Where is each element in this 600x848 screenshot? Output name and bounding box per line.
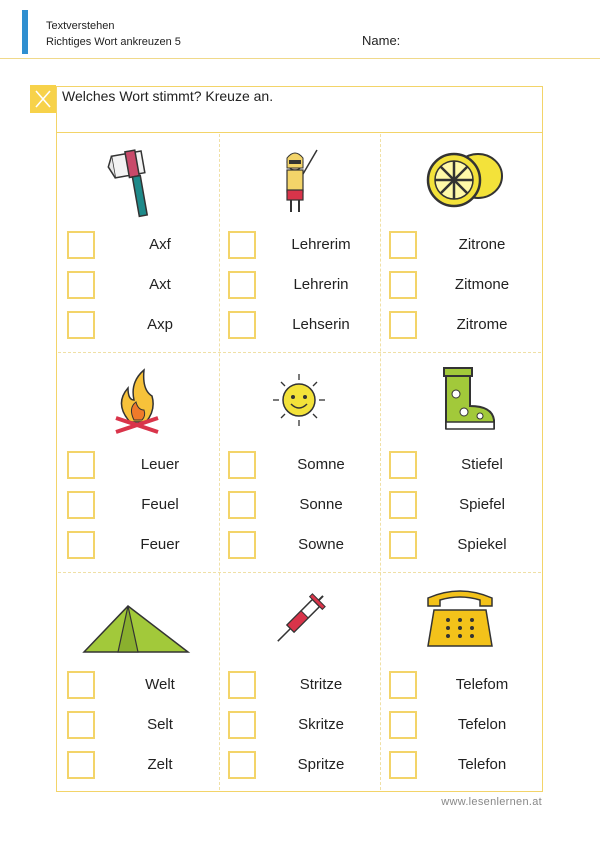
answer-word: Axp [147, 316, 173, 333]
answer-option [58, 531, 219, 561]
word-cell [380, 354, 541, 572]
footer-website: www.lesenlernen.at [441, 796, 542, 808]
answer-word: Axt [149, 276, 171, 293]
telephone-icon [380, 580, 541, 660]
answer-checkbox[interactable] [67, 711, 95, 739]
answer-checkbox[interactable] [67, 311, 95, 339]
answer-checkbox[interactable] [228, 231, 256, 259]
word-cell [58, 134, 219, 352]
word-cell [219, 354, 380, 572]
answer-checkbox[interactable] [389, 271, 417, 299]
answer-option [58, 311, 219, 341]
answer-word: Skritze [298, 716, 344, 733]
answer-word: Spritze [297, 756, 345, 773]
answer-checkbox[interactable] [389, 531, 417, 559]
answer-checkbox[interactable] [67, 231, 95, 259]
answer-option [219, 271, 380, 301]
answer-option [380, 671, 541, 701]
answer-option [380, 711, 541, 741]
sun-icon [219, 360, 380, 440]
word-cell [380, 574, 541, 792]
answer-checkbox[interactable] [389, 451, 417, 479]
word-cell [219, 134, 380, 352]
answer-option [58, 671, 219, 701]
answer-word: Lehserin [292, 316, 350, 333]
answer-word: Sowne [298, 536, 344, 553]
answer-word: Stiefel [461, 456, 503, 473]
answer-word: Axf [149, 236, 171, 253]
answer-option [58, 451, 219, 481]
answer-checkbox[interactable] [228, 671, 256, 699]
answer-word: Lehrerin [293, 276, 349, 293]
answer-checkbox[interactable] [228, 451, 256, 479]
answer-checkbox[interactable] [389, 311, 417, 339]
answer-option [380, 491, 541, 521]
answer-checkbox[interactable] [389, 751, 417, 779]
header-divider [0, 58, 600, 59]
worksheet-title: Richtiges Wort ankreuzen 5 [46, 36, 181, 48]
answer-word: Stritze [299, 676, 343, 693]
answer-option [58, 491, 219, 521]
answer-checkbox[interactable] [228, 271, 256, 299]
answer-checkbox[interactable] [67, 531, 95, 559]
answer-option [380, 271, 541, 301]
answer-option [219, 711, 380, 741]
answer-checkbox[interactable] [67, 671, 95, 699]
answer-option [58, 751, 219, 781]
answer-word: Feuer [140, 536, 180, 553]
answer-checkbox[interactable] [228, 491, 256, 519]
answer-checkbox[interactable] [67, 451, 95, 479]
answer-word: Spiefel [459, 496, 505, 513]
answer-checkbox[interactable] [228, 751, 256, 779]
answer-checkbox[interactable] [67, 751, 95, 779]
answer-option [380, 751, 541, 781]
answer-option [58, 231, 219, 261]
answer-checkbox[interactable] [67, 271, 95, 299]
answer-word: Zitrome [456, 316, 508, 333]
axe-icon [58, 140, 219, 220]
answer-option [380, 231, 541, 261]
answer-word: Leuer [140, 456, 180, 473]
answer-word: Somne [297, 456, 345, 473]
answer-option [219, 231, 380, 261]
name-label: Name: [362, 33, 401, 48]
answer-option [219, 451, 380, 481]
answer-option [380, 311, 541, 341]
answer-word: Lehrerim [291, 236, 351, 253]
teacher-icon [219, 140, 380, 220]
answer-option [219, 531, 380, 561]
answer-checkbox[interactable] [228, 531, 256, 559]
answer-option [58, 711, 219, 741]
answer-word: Feuel [141, 496, 179, 513]
word-cell [58, 574, 219, 792]
answer-option [380, 531, 541, 561]
word-cell [380, 134, 541, 352]
lemon-icon [380, 140, 541, 220]
answer-checkbox[interactable] [389, 671, 417, 699]
answer-checkbox[interactable] [389, 711, 417, 739]
answer-word: Welt [145, 676, 175, 693]
answer-checkbox[interactable] [228, 311, 256, 339]
cross-task-icon [30, 85, 56, 113]
answer-option [58, 271, 219, 301]
word-cell [219, 574, 380, 792]
instruction-divider [56, 132, 543, 133]
answer-word: Zitrone [458, 236, 506, 253]
answer-checkbox[interactable] [67, 491, 95, 519]
answer-option [219, 491, 380, 521]
answer-word: Selt [147, 716, 173, 733]
answer-word: Tefelon [457, 716, 507, 733]
answer-word: Telefom [455, 676, 509, 693]
tent-icon [58, 580, 219, 660]
header-accent-bar [22, 10, 28, 54]
answer-word: Sonne [299, 496, 343, 513]
instruction-text: Welches Wort stimmt? Kreuze an. [62, 88, 274, 104]
worksheet-category: Textverstehen [46, 20, 115, 32]
answer-checkbox[interactable] [228, 711, 256, 739]
answer-checkbox[interactable] [389, 491, 417, 519]
word-cell [58, 354, 219, 572]
boot-icon [380, 360, 541, 440]
answer-option [219, 671, 380, 701]
answer-word: Zelt [147, 756, 173, 773]
answer-option [219, 751, 380, 781]
answer-checkbox[interactable] [389, 231, 417, 259]
answer-option [219, 311, 380, 341]
answer-word: Zitmone [454, 276, 510, 293]
word-grid [58, 134, 541, 790]
fire-icon [58, 360, 219, 440]
syringe-icon [219, 580, 380, 660]
answer-option [380, 451, 541, 481]
answer-word: Telefon [457, 756, 507, 773]
answer-word: Spiekel [457, 536, 507, 553]
